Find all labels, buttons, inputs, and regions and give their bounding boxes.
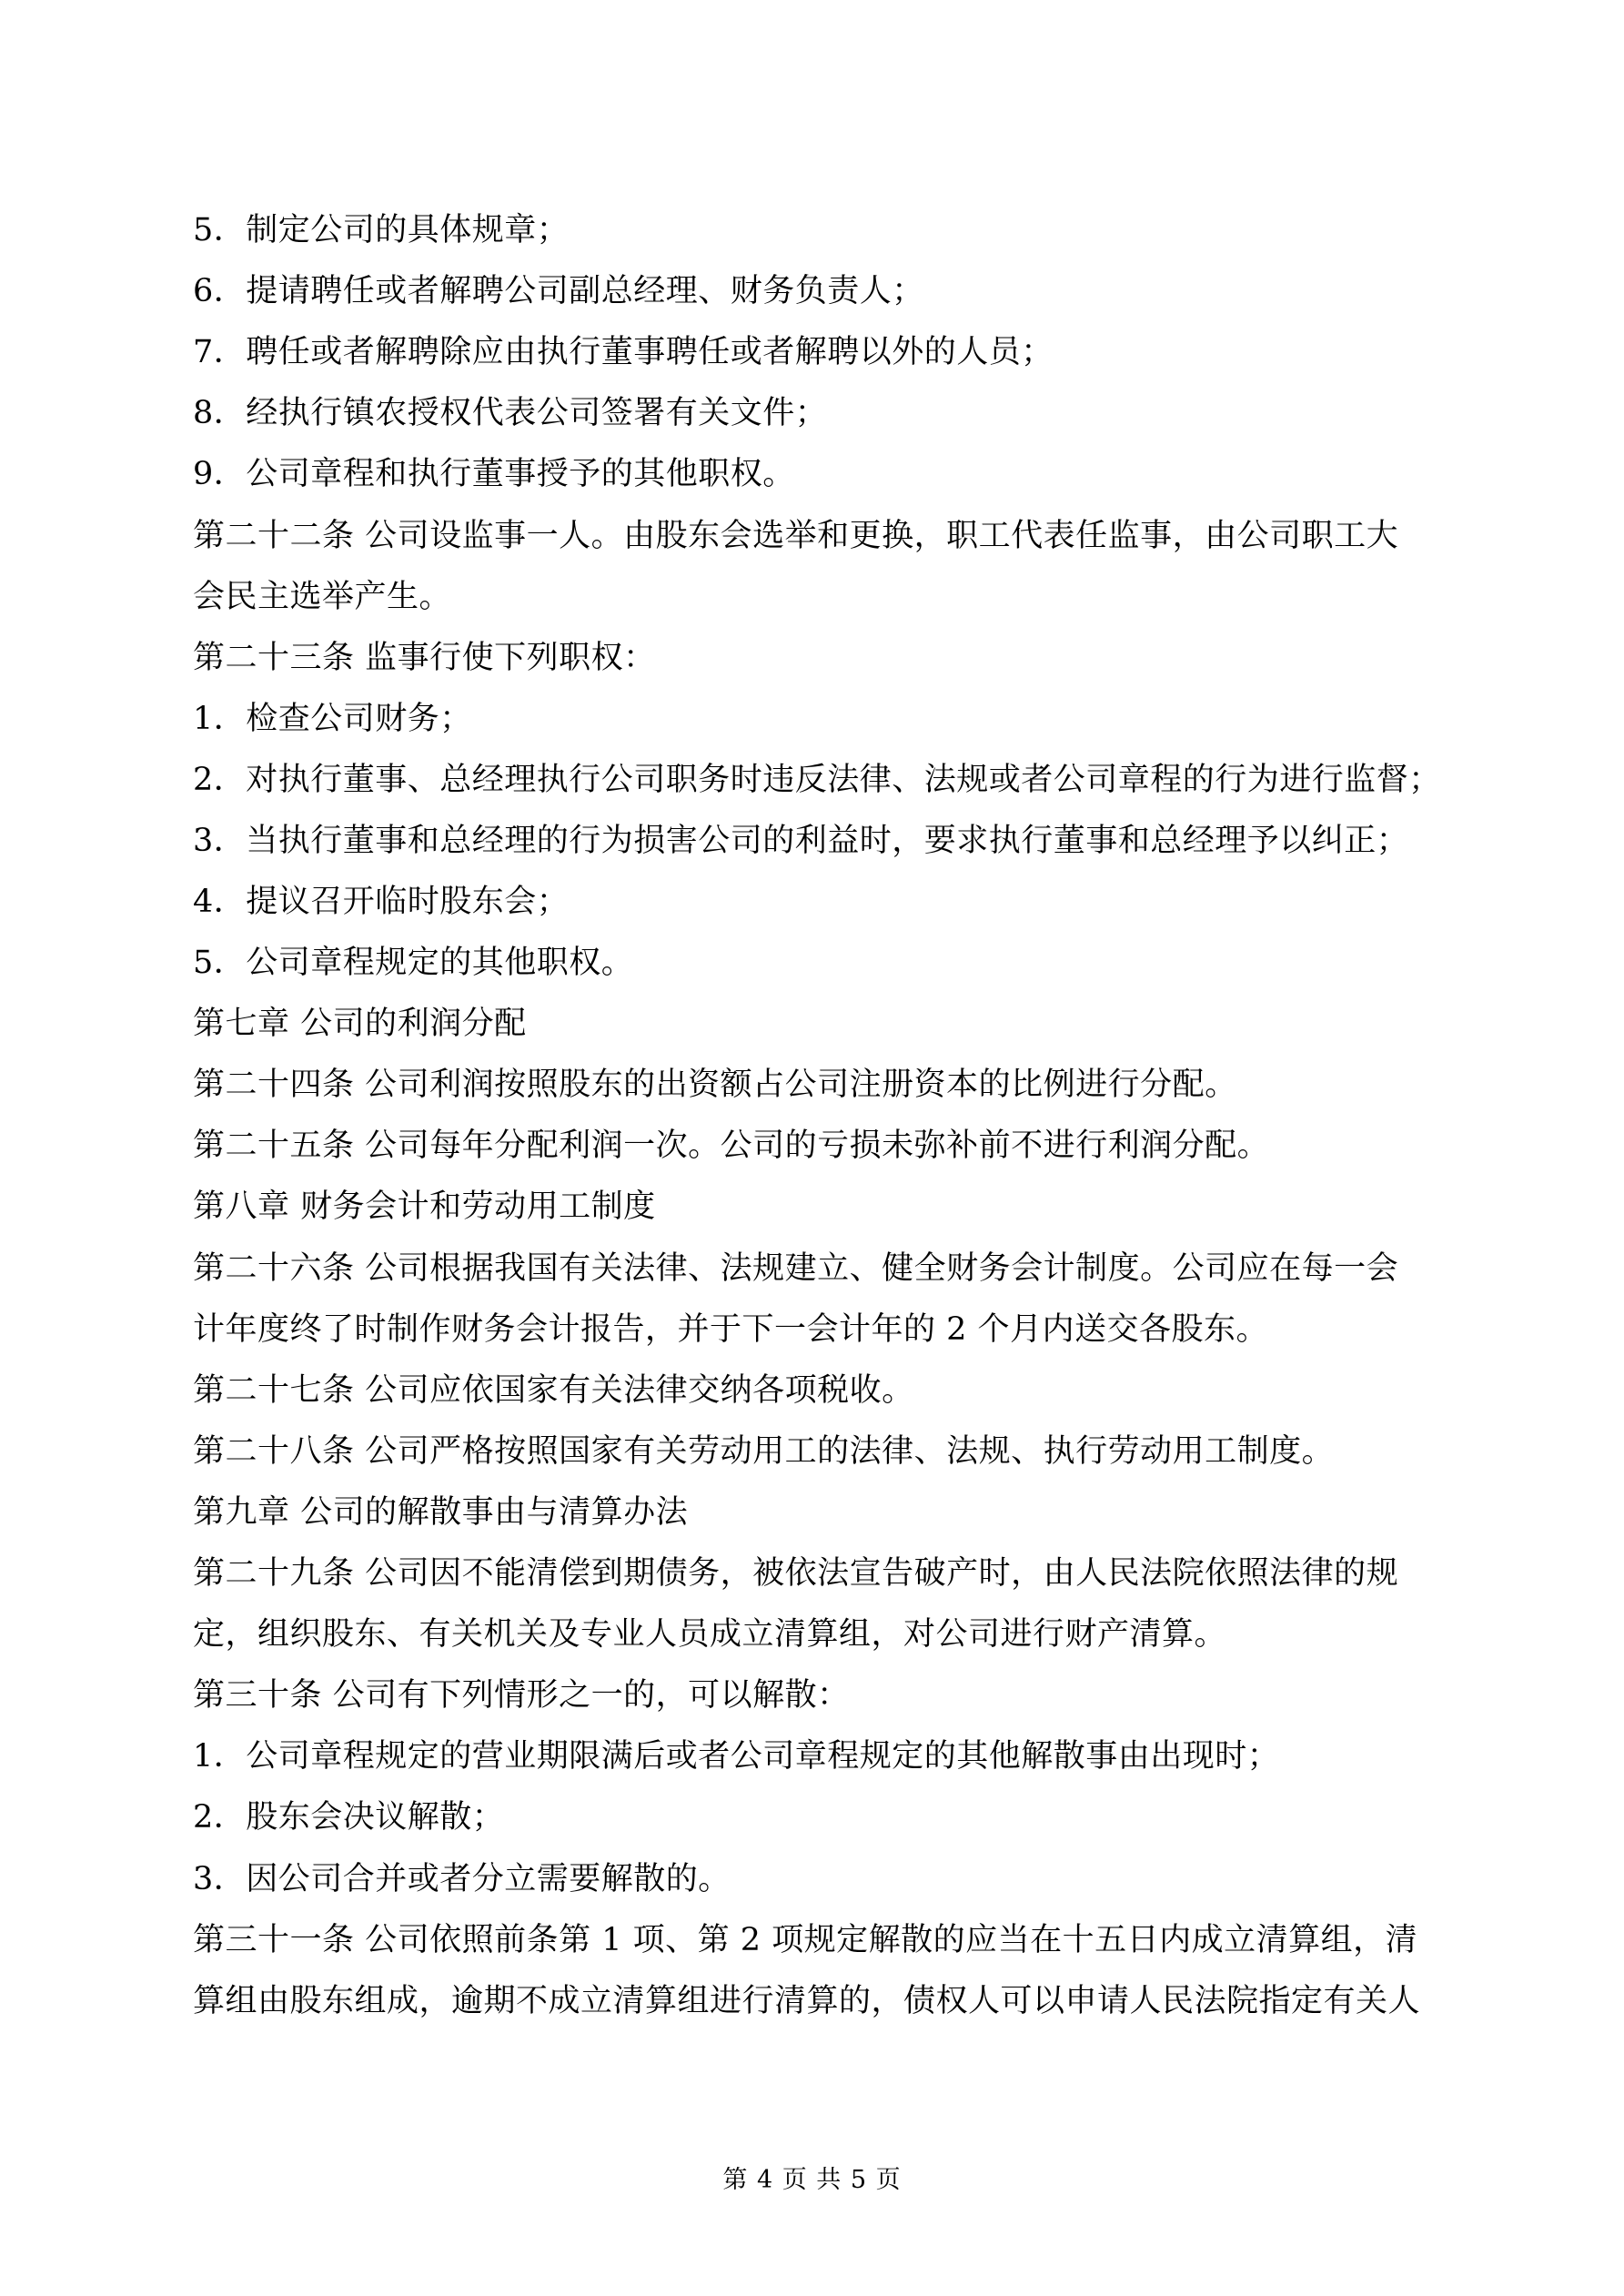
text-line: 第三十条 公司有下列情形之一的，可以解散： <box>193 1677 850 1714</box>
text-line: 1．公司章程规定的营业期限满后或者公司章程规定的其他解散事由出现时； <box>193 1738 1280 1775</box>
text-line: 2．股东会决议解散； <box>193 1799 505 1836</box>
text-line: 第二十二条 公司设监事一人。由股东会选举和更换，职工代表任监事，由公司职工大 <box>193 518 1399 554</box>
text-line: 第二十六条 公司根据我国有关法律、法规建立、健全财务会计制度。公司应在每一会 <box>193 1250 1399 1287</box>
text-line: 计年度终了时制作财务会计报告，并于下一会计年的 2 个月内送交各股东。 <box>193 1311 1269 1348</box>
chapter-heading: 第八章 财务会计和劳动用工制度 <box>193 1188 656 1225</box>
page-number: 第 4 页 共 5 页 <box>722 2166 902 2194</box>
text-line: 6．提请聘任或者解聘公司副总经理、财务负责人； <box>193 273 924 309</box>
text-line: 第二十四条 公司利润按照股东的出资额占公司注册资本的比例进行分配。 <box>193 1067 1237 1103</box>
text-line: 7．聘任或者解聘除应由执行董事聘任或者解聘以外的人员； <box>193 334 1054 370</box>
text-line: 9．公司章程和执行董事授予的其他职权。 <box>193 456 795 492</box>
chapter-heading: 第七章 公司的利润分配 <box>193 1006 527 1042</box>
text-line: 第三十一条 公司依照前条第 1 项、第 2 项规定解散的应当在十五日内成立清算组，清 <box>193 1922 1418 1958</box>
text-line: 第二十八条 公司严格按照国家有关劳动用工的法律、法规、执行劳动用工制度。 <box>193 1433 1335 1470</box>
text-line: 算组由股东组成，逾期不成立清算组进行清算的，债权人可以申请人民法院指定有关人 <box>193 1983 1421 2019</box>
text-line: 3．当执行董事和总经理的行为损害公司的利益时，要求执行董事和总经理予以纠正； <box>193 823 1409 859</box>
text-line: 2．对执行董事、总经理执行公司职务时违反法律、法规或者公司章程的行为进行监督； <box>193 762 1441 798</box>
chapter-heading: 第九章 公司的解散事由与清算办法 <box>193 1494 689 1531</box>
text-line: 第二十五条 公司每年分配利润一次。公司的亏损未弥补前不进行利润分配。 <box>193 1128 1270 1164</box>
text-line: 8．经执行镇农授权代表公司签署有关文件； <box>193 395 828 431</box>
text-line: 第二十九条 公司因不能清偿到期债务，被依法宣告破产时，由人民法院依照法律的规 <box>193 1555 1399 1592</box>
text-line: 会民主选举产生。 <box>193 579 452 615</box>
text-line: 4．提议召开临时股东会； <box>193 884 570 920</box>
text-line: 第二十七条 公司应依国家有关法律交纳各项税收。 <box>193 1372 914 1409</box>
text-line: 5．公司章程规定的其他职权。 <box>193 945 634 981</box>
text-line: 1．检查公司财务； <box>193 701 472 737</box>
text-line: 5．制定公司的具体规章； <box>193 212 570 248</box>
text-line: 第二十三条 监事行使下列职权： <box>193 640 656 676</box>
text-line: 定，组织股东、有关机关及专业人员成立清算组，对公司进行财产清算。 <box>193 1616 1227 1653</box>
text-line: 3．因公司合并或者分立需要解散的。 <box>193 1861 731 1897</box>
